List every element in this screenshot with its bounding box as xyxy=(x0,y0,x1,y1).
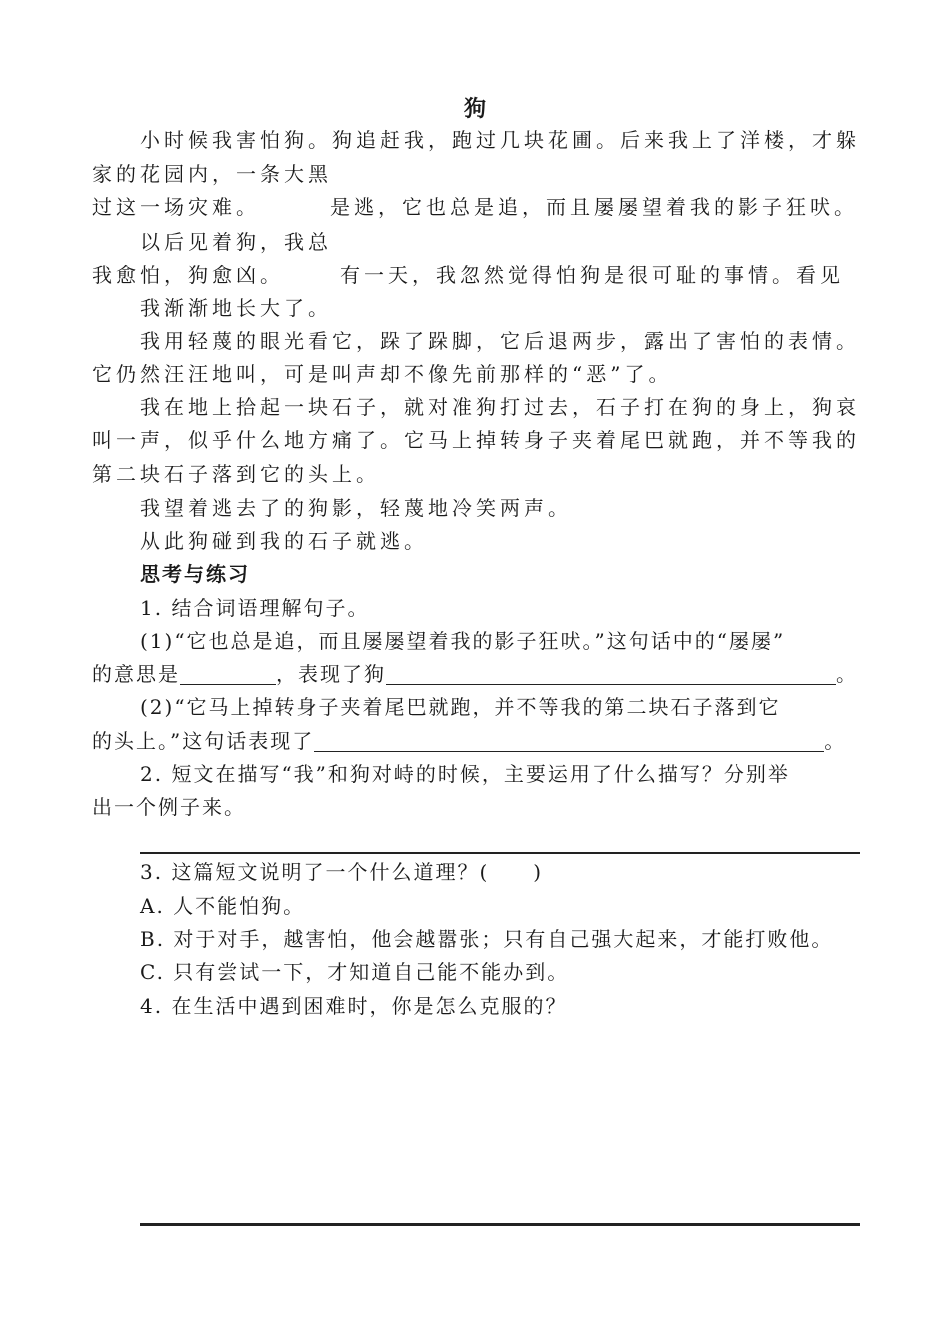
story-line: 从此狗碰到我的石子就逃。 xyxy=(140,529,428,553)
answer-blank[interactable] xyxy=(180,662,276,685)
story-line: 以后见着狗，我总 xyxy=(140,230,332,254)
story-line: 我望着逃去了的狗影，轻蔑地冷笑两声。 xyxy=(140,496,572,520)
answer-blank[interactable] xyxy=(386,662,836,685)
question-1: 1. 结合词语理解句子。 xyxy=(140,596,370,620)
question-text: 。 xyxy=(824,729,847,753)
story-line: 是逃，它也总是追，而且屡屡望着我的影子狂吠。 xyxy=(330,195,858,219)
story-line: 叫一声，似乎什么地方痛了。它马上掉转身子夹着尾巴就跑，并不等我的 xyxy=(92,428,860,452)
question-text: 的意思是 xyxy=(92,662,180,686)
story-line: 我渐渐地长大了。 xyxy=(140,296,332,320)
story-line: 过这一场灾难。 xyxy=(92,195,260,219)
question-3: 3. 这篇短文说明了一个什么道理？( ) xyxy=(140,860,544,884)
option-b[interactable]: B. 对于对手，越害怕，他会越嚣张；只有自己强大起来，才能打败他。 xyxy=(140,927,834,951)
option-a[interactable]: A. 人不能怕狗。 xyxy=(140,894,306,918)
story-line: 小时候我害怕狗。狗追赶我，跑过几块花圃。后来我上了洋楼，才躲 xyxy=(140,128,860,152)
question-1-2-answer-line xyxy=(92,727,846,755)
story-line: 它仍然汪汪地叫，可是叫声却不像先前那样的“恶”了。 xyxy=(92,362,673,386)
story-title: 狗 xyxy=(463,96,486,122)
question-1-2: (2)“它马上掉转身子夹着尾巴就跑，并不等我的第二块石子落到它 xyxy=(140,695,781,719)
answer-blank[interactable] xyxy=(314,729,824,752)
question-text: ，表现了狗 xyxy=(276,662,386,686)
question-2: 出一个例子来。 xyxy=(92,795,246,819)
answer-rule[interactable] xyxy=(140,852,860,854)
question-4: 4. 在生活中遇到困难时，你是怎么克服的？ xyxy=(140,994,568,1018)
story-line: 第二块石子落到它的头上。 xyxy=(92,462,380,486)
story-line: 我愈怕，狗愈凶。 xyxy=(92,263,284,287)
story-line: 我用轻蔑的眼光看它，跺了跺脚，它后退两步，露出了害怕的表情。 xyxy=(140,329,860,353)
story-line: 有一天，我忽然觉得怕狗是很可耻的事情。看见 xyxy=(340,263,844,287)
story-line: 我在地上拾起一块石子，就对准狗打过去，石子打在狗的身上，狗哀 xyxy=(140,395,860,419)
question-text: 。 xyxy=(836,662,858,686)
question-1-1-answer-line xyxy=(92,660,858,688)
exercises-heading: 思考与练习 xyxy=(140,562,250,586)
question-2: 2. 短文在描写“我”和狗对峙的时候，主要运用了什么描写？分别举 xyxy=(140,762,790,786)
question-text: 的头上。”这句话表现了 xyxy=(92,729,315,753)
answer-rule[interactable] xyxy=(140,1223,860,1226)
option-c[interactable]: C. 只有尝试一下，才知道自己能不能办到。 xyxy=(140,960,570,984)
question-1-1: (1)“它也总是追，而且屡屡望着我的影子狂吠。”这句话中的“屡屡” xyxy=(140,629,786,653)
story-line: 家的花园内，一条大黑 xyxy=(92,162,332,186)
